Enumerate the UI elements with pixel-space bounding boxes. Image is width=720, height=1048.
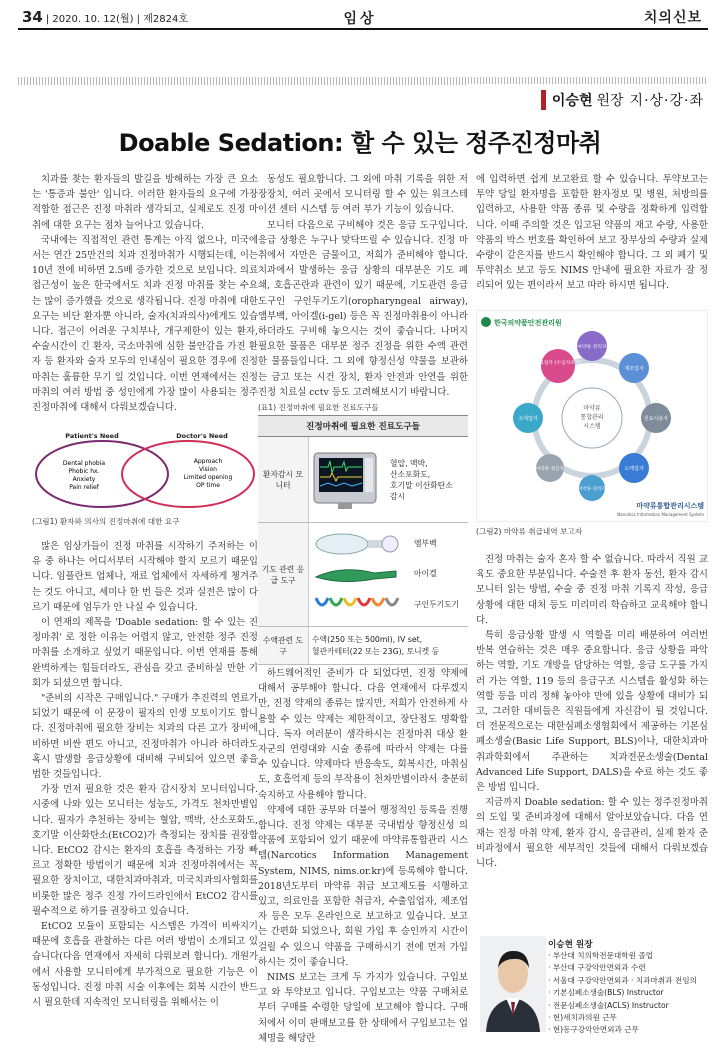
nims-diagram [476, 310, 708, 522]
paragraph: 모니터 다음으로 구비해야 것은 응급 도구입니다. 응급 상황은 누구나 맞닥뜨릴 수 있습니다. 진정 마취에서 자만은 금물이고, 저희가 준비해야 합니다. 치과에서 발생하는 응급 상황의 대부분은 기도 폐쇄, 호흡곤란과 관련이 있기 때문에, 기도관련 응급도구인 구인두기도기(oropharyngeal airway), 앰부백, 아이겔(i-gel) 등은 꼭 진정마취용이 아니라 하더라도 구비해 놓으시는 것이 좋습니다. 나머지 필요한 물품은 대부분 정주 진정을 위한 수액 관련한 물품들입니다. 그 외에 향정신성 약물을 보관하는 금고 또는 시건 장치, 환자 안전과 안연을 위한 진정 치료실 cctv 등도 고려해보시기 바랍니다. [258, 219, 468, 398]
author-role: 원장 [596, 93, 624, 109]
center-line: 시스템 [583, 423, 601, 430]
column-1-bottom [32, 539, 258, 1010]
patient-monitor-image [312, 449, 384, 511]
node-label: 소매업자 [518, 416, 538, 422]
section-title: 임상 [343, 11, 377, 27]
item-text: 혈관카테터(22 또는 23G), 토니켓 등 [312, 646, 440, 656]
patient-need-title: Patient's Need [65, 432, 119, 440]
item-text: 호기말 이산화탄소 [390, 480, 453, 490]
center-line: 통합관리 [580, 414, 604, 421]
row-label: 환자감시 모니터 [258, 437, 309, 523]
paragraph: 치과를 찾는 환자들의 발길을 방해하는 가장 큰 요소는 '통증과 불안' 입니다. 이러한 환자들의 요구에 가장 적합한 접근은 진정 마취라 생각되고, 실제로도 진정 마취에 대한 요구는 점차 늘어나고 있습니다. [32, 174, 258, 231]
item-text: 앰부백 [414, 539, 437, 548]
profile-item: · 서울대 구강악안면외과 · 치과마취과 전임의 [548, 975, 697, 987]
paragraph: NIMS 보고는 크게 두 가지가 있습니다. 구입보고 와 투약보고 입니다. 구입보고는 약품 구매처로부터 구매를 수령한 당일에 보고해야 합니다. 구매처에서 이미 판매보고를 한 상태에서 구입보고는 업체명을 해당란 [258, 972, 468, 1044]
doctor-need-line: Vision [199, 466, 217, 473]
node-label: 마약류 관리자 [577, 487, 607, 492]
paragraph: 가장 먼저 필요한 것은 환자 감시장치 모니터입니다. 시중에 나와 있는 모니터는 성능도, 가격도 천차만별입니다. 필자가 추천하는 장비는 혈압, 맥박, 산소포화도, 호기말 이산화탄소(EtCO2)가 측정되는 장치를 권장합니다. EtCO2 감시는 환자의 호흡을 측정하는 가장 빠르고 정확한 방법이기 때문에 치과 진정마취에서는 꼭 필요한 장치이고, 대한치과마취과, 미국치과의사협회를 비롯한 많은 정주 진정 가이드라인에서 EtCO2 감시를 필수적으로 하기를 권장하고 있습니다. [32, 784, 258, 917]
equipment-table [258, 415, 468, 665]
patient-need-line: Anxiety [72, 476, 96, 483]
i-gel-image [312, 563, 402, 585]
author-name: 이승현 [551, 93, 593, 109]
table-row [258, 523, 468, 627]
patient-need-line: Pain relief [69, 484, 99, 491]
paragraph: 많은 임상가들이 진정 마취를 시작하기 주저하는 이유 중 하나는 어디서부터 시작해야 할지 모르기 때문입니다. 임플란트 업체나, 재료 업체에서 자세하게 챙겨주는 것도 아니고, 세미나 한 번 들은 것과 실전은 많이 다르기 때문에 엄두가 안 나실 수 있습니다. [32, 541, 258, 613]
table-row [258, 437, 468, 523]
patient-oval [36, 441, 168, 507]
doctor-need-line: Approach [193, 458, 223, 465]
doctor-need-line: Limited opening [183, 474, 233, 481]
paragraph: 국내에는 직접적인 관련 통계는 아직 없으나, 미국에서는 연간 25만건의 치과 진정마취가 시행되는데, 이는 10년 전에 비하면 2.5배 증가한 것으로 보입니다. 의료 접근성이 높은 한국에서도 치과 진정 마취를 찾는 수요는 많이 증가했을 것으로 생각됩니다. 진정 마취에 대한 요구는 비단 환자뿐 아니라, 술자(치과의사)에게도 있습니다. 접근이 어려운 구치부나, 개구제한이 있는 환자, 수술시간이 긴 환자, 국소마취에 심한 불안감을 가진 환자 등 환자와 술자 모두의 인내심이 필요한 경우에 진정마취는 훌륭한 무기 일 것입니다. 이번 연재에서는 진정 마취의 여러 방법 중 성인에게 가장 많이 사용되는 정주 진정마취에 대해서 다뤄보겠습니다. [32, 234, 258, 414]
paragraph: 하드웨어적인 준비가 다 되었다면, 진정 약제에 대해서 공부해야 합니다. 다음 연재에서 다루겠지만, 진정 약제의 종류는 많지만, 저희가 안전하게 사용할 수 있는 약제는 제한적이고, 장단점도 명확합니다. 독자 여러분이 생각하시는 진정마취 대상 환자군의 연령대와 시술 종류에 따라서 약제는 다를 수 있습니다. 약제마다 반응속도, 회복시간, 마취심도, 호흡억제 등의 부작용이 천차만별이라서 충분히 숙지하고 사용해야 합니다. [258, 668, 468, 801]
paragraph: 동성도 필요합니다. 그 외에 마취 기록을 위한 저장장치, 여러 곳에서 모니터링 할 수 있는 워크스테이션 센터 시스템 등 여러 부가 기능이 있습니다. [258, 174, 468, 216]
paragraph: 특히 응급상황 발생 시 역할을 미리 배분하여 여러번 반복 연습하는 것은 매우 중요합니다. 응급 상황을 파악하는 역할, 기도 개방을 담당하는 역할, 응급 도구를 가지러 가는 역할, 119 등의 응급구조 시스템을 활성화 하는 역할 등을 미리 정해 놓아야 만에 있을 상황에 대비가 되고, 그러한 대비들은 직원들에게 자신감이 될 것입니다. 더 전문적으로는 대한심폐소생협회에서 제공하는 기본심폐소생술(Basic Life Support, BLS)이나, 대한치과마취과학회에서 주관하는 치과전문소생술(Dental Advanced Life Support, DALS)을 수료 하는 것도 좋은 방법 입니다. [476, 630, 708, 794]
profile-item: · 기본심폐소생술(BLS) Instructor [548, 987, 697, 999]
profile-name: 이승현 원장 [548, 940, 593, 950]
row-content [309, 523, 469, 627]
patient-need-line: Phobic hx. [68, 468, 100, 475]
node-label: 마약류 관리자 [577, 345, 607, 350]
publication-name: 치의신보 [643, 10, 702, 26]
issue-info: | 2020. 10. 12(월) | 제2824호 [45, 14, 188, 25]
doctor-need-title: Doctor's Need [176, 432, 228, 440]
item-text: 산소포화도, [390, 469, 431, 479]
profile-item: · 현)세치과의원 근무 [548, 1012, 697, 1024]
row-label: 기도 관련 응급 도구 [258, 523, 309, 627]
series-title: 지·상·강·좌 [629, 93, 704, 109]
agency-logo-icon [481, 317, 491, 327]
paragraph: "준비의 시작은 구매입니다." 구매가 추진력의 연료가 되었기 때문에 이 문장이 필자의 인생 모토이기도 합니다. 진정마취에 필요한 장비는 치과의 다른 고가 장비에 비하면 비싼 편도 아니고, 진정마취가 아니라 하더라도 혹시 발생할 응급상황에 대비해 구비되어 있으면 좋을 법한 것들입니다. [32, 693, 258, 781]
item-text: 감시 [390, 491, 406, 501]
node-label: 원료사용자 [643, 416, 669, 422]
doctor-need-line: OP time [196, 482, 220, 489]
figure-1-caption: (그림1) 환자와 의사의 진정마취에 대한 요구 [32, 517, 180, 526]
row-content [309, 437, 469, 523]
paragraph: 에 입력하면 쉽게 보고완료 할 수 있습니다. 투약보고는 투약 당일 환자명을 포함한 환자정보 및 병원, 처방의를 입력하고, 사용한 약품 종류 및 수량을 정확하게 입력합니다. 이때 주의할 것은 입고된 약품의 재고 수량, 사용한 약품의 박스 번호를 확인하여 보고 장부상의 수량과 실제 수량이 같은지를 반드시 확인해야 합니다. 그 외 폐기 및 투약취소 보고 등도 NIMS 안내에 필요한 자료가 잘 정리되어 있는 편이라서 보고 따라 하시면 됩니다. [476, 174, 708, 292]
column-2-top [258, 172, 468, 400]
item-text: 구인두기도기 [414, 600, 460, 609]
profile-item: · 전문심폐소생술(ACLS) Instructor [548, 1000, 697, 1012]
needs-diagram [32, 432, 258, 512]
paragraph: 이 연재의 제목을 'Doable sedation: 할 수 있는 진정마취' 로 정한 이유는 어렵지 않고, 안전한 정주 진정마취를 소개하고 싶었기 때문입니다. 이번 연재를 통해 완벽하게는 힘들더라도, 관심을 갖고 준비하실 만한 기회가 되셨으면 합니다. [32, 617, 258, 689]
table-caption: (표1) 진정마취에 필요한 진료도구들 [258, 403, 379, 412]
profile-list [548, 950, 697, 1037]
accent-bar [541, 90, 546, 110]
row-content [309, 627, 469, 665]
agency-name: 한국의약품안전관리원 [494, 319, 562, 327]
node-label: 도매업자 [624, 466, 644, 472]
row-label: 수액관련 도구 [258, 627, 309, 665]
table-title: 진정마취에 필요한 진료도구들 [258, 416, 468, 437]
header-rule [18, 28, 708, 30]
paragraph: 지금까지 Doable sedation: 할 수 있는 정주진정마취의 도입 및 준비과정에 대해서 알아보았습니다. 다음 연재는 진정 마취 약제, 환자 감시, 응급관리, 실제 환자 준비과정에서 필요한 세부적인 것들에 대해서 다뤄보겠습니다. [476, 797, 708, 870]
column-3-bottom [476, 552, 708, 871]
airway-image [312, 592, 402, 618]
paragraph: 약제에 대한 공부와 더불어 행정적인 등록을 진행합니다. 진정 약제는 대부분 국내법상 향정신성 의약품에 포함되어 있기 때문에 마약류통합관리 시스템(Narcotics Information Management System, NIMS, nims.or.kr)에 등록해야 합니다. 2018년도부터 마약류 취급 보고제도를 시행하고 있고, 의료인을 포함한 취급자, 수출입업자, 제조업자 등은 모두 온라인으로 보고하고 있습니다. 보고는 간편화 되었으나, 회원 가입 후 승인까지 시간이 걸릴 수 있으니 약품을 구매하시기 전에 먼저 가입 하시는 것이 좋습니다. [258, 804, 468, 968]
column-1-top [32, 172, 258, 415]
node-label: 마약류 취급자 [535, 467, 565, 472]
table-row [258, 627, 468, 665]
figure-2-caption: (그림2) 마약류 취급내역 보고자 [476, 527, 583, 536]
page-number: 34 [22, 8, 43, 26]
item-text: 수액(250 또는 500ml), IV set, [312, 634, 423, 644]
paragraph: EtCO2 모듈이 포함되는 시스템은 가격이 비싸지기 때문에 호흡을 관찰하는 다른 여러 방법이 소개되고 있습니다(다음 연재에서 자세히 다뤄보려 합니다). 개원가에서 사용할 모니터에게 부가적으로 필요한 기능은 이동성입니다. 진정 마취 시술 이후에는 회복 시간이 반드시 필요한데 지속적인 모니터링을 위해서는 이 [32, 921, 258, 1009]
article-headline: Doable Sedation: 할 수 있는 정주진정마취 [118, 129, 602, 157]
system-subtitle: Narcotics Information Management System [617, 512, 704, 517]
patient-need-line: Dental phobia [62, 460, 106, 467]
column-3-top [476, 172, 708, 294]
paragraph: 진정 마취는 술자 혼자 할 수 없습니다. 따라서 직원 교육도 중요한 부분입니다. 수술전 후 환자 동선, 환자 감시 모니터 읽는 방법, 수술 중 진정 마취 기록지 작성, 응급상황에 대한 대처 등도 미리미리 학습하고 교육해야 합니다. [476, 554, 708, 626]
item-text: 혈압, 맥박, [390, 458, 428, 468]
column-2-bottom [258, 666, 468, 1046]
system-name: 마약류통합관리시스템 [636, 502, 704, 510]
author-photo [480, 936, 546, 1032]
profile-item: · 부산대 구강악안면외과 수련 [548, 962, 697, 974]
profile-item: · 부산대 치의학전문대학원 졸업 [548, 950, 697, 962]
node-label: 제조업자 [624, 366, 644, 372]
column-title [468, 84, 708, 116]
ambu-bag-image [312, 531, 402, 557]
item-text: 아이겔 [414, 569, 437, 578]
center-line: 마약류 [583, 405, 601, 412]
node-label: 의료업자 (수입자포함) [534, 361, 582, 366]
profile-item: · 현)동구강악안면외과 근무 [548, 1024, 697, 1036]
